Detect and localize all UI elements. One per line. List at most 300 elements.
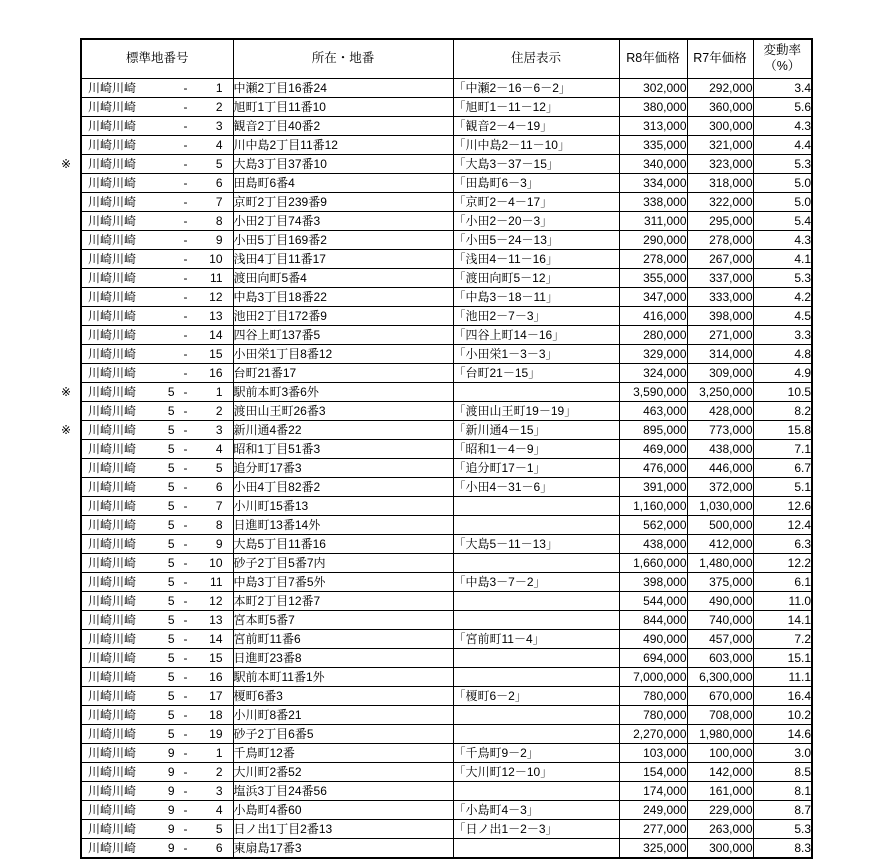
location-lot-cell: 小田2丁目74番3 xyxy=(233,212,453,231)
dash-separator: - xyxy=(183,328,188,342)
residential-address-cell: 「大島3－37－15」 xyxy=(453,155,619,174)
change-rate-cell: 5.6 xyxy=(753,98,812,117)
r7-price-cell: 6,300,000 xyxy=(687,668,753,687)
standard-lot-number-cell xyxy=(81,269,233,288)
sequence-number: 6 xyxy=(215,841,223,855)
sequence-number: 13 xyxy=(209,309,223,323)
r8-price-cell: 562,000 xyxy=(619,516,687,535)
sequence-number: 10 xyxy=(209,252,223,266)
residential-address-cell: 「小田4－31－6」 xyxy=(453,478,619,497)
area-name: 川崎川崎 xyxy=(88,765,137,779)
r8-price-cell: 544,000 xyxy=(619,592,687,611)
sequence-number: 7 xyxy=(215,195,223,209)
r8-price-cell: 290,000 xyxy=(619,231,687,250)
r8-price-cell: 334,000 xyxy=(619,174,687,193)
location-lot-cell: 昭和1丁目51番3 xyxy=(233,440,453,459)
group-number: 5 xyxy=(167,461,175,475)
standard-lot-number-cell xyxy=(81,801,233,820)
sequence-number: 3 xyxy=(215,119,223,133)
r8-price-cell: 3,590,000 xyxy=(619,383,687,402)
location-lot-cell: 砂子2丁目6番5 xyxy=(233,725,453,744)
standard-lot-number-cell xyxy=(81,288,233,307)
area-name: 川崎川崎 xyxy=(88,537,137,551)
standard-lot-number-cell xyxy=(81,782,233,801)
table-row xyxy=(81,478,812,497)
r8-price-cell: 324,000 xyxy=(619,364,687,383)
standard-lot-number-cell xyxy=(81,725,233,744)
residential-address-cell: 「榎町6－2」 xyxy=(453,687,619,706)
r7-price-cell: 360,000 xyxy=(687,98,753,117)
r8-price-cell: 694,000 xyxy=(619,649,687,668)
residential-address-cell: 「小田2－20－3」 xyxy=(453,212,619,231)
remark-asterisk-mark: ※ xyxy=(61,423,72,437)
standard-lot-number-cell xyxy=(81,516,233,535)
sequence-number: 19 xyxy=(209,727,223,741)
change-rate-cell: 4.9 xyxy=(753,364,812,383)
standard-lot-number-cell xyxy=(81,630,233,649)
area-name: 川崎川崎 xyxy=(88,499,137,513)
sequence-number: 16 xyxy=(209,670,223,684)
area-name: 川崎川崎 xyxy=(88,480,137,494)
area-name: 川崎川崎 xyxy=(88,575,137,589)
group-number: 9 xyxy=(167,746,175,760)
standard-lot-number-cell xyxy=(81,744,233,763)
table-row xyxy=(81,136,812,155)
location-lot-cell: 日ノ出1丁目2番13 xyxy=(233,820,453,839)
sequence-number: 1 xyxy=(215,746,223,760)
r8-price-cell: 438,000 xyxy=(619,535,687,554)
table-row xyxy=(81,383,812,402)
group-number: 9 xyxy=(167,803,175,817)
location-lot-cell: 追分町17番3 xyxy=(233,459,453,478)
dash-separator: - xyxy=(183,689,188,703)
location-lot-cell: 小川町15番13 xyxy=(233,497,453,516)
table-row xyxy=(81,193,812,212)
location-lot-cell: 小川町8番21 xyxy=(233,706,453,725)
change-rate-cell: 5.1 xyxy=(753,478,812,497)
location-lot-cell: 大川町2番52 xyxy=(233,763,453,782)
table-row xyxy=(81,98,812,117)
sequence-number: 15 xyxy=(209,347,223,361)
residential-address-cell xyxy=(453,725,619,744)
sequence-number: 8 xyxy=(215,518,223,532)
r8-price-cell: 325,000 xyxy=(619,839,687,859)
r7-price-cell: 309,000 xyxy=(687,364,753,383)
sequence-number: 8 xyxy=(215,214,223,228)
standard-lot-number-cell xyxy=(81,478,233,497)
r8-price-cell: 469,000 xyxy=(619,440,687,459)
standard-lot-number-cell xyxy=(81,98,233,117)
standard-lot-number-cell xyxy=(81,706,233,725)
residential-address-cell: 「小島町4－3」 xyxy=(453,801,619,820)
group-number: 5 xyxy=(167,499,175,513)
area-name: 川崎川崎 xyxy=(88,366,137,380)
col-header-r8-price: R8年価格 xyxy=(619,39,687,79)
table-row xyxy=(81,763,812,782)
dash-separator: - xyxy=(183,100,188,114)
table-row xyxy=(81,497,812,516)
table-row xyxy=(81,668,812,687)
location-lot-cell: 砂子2丁目5番7内 xyxy=(233,554,453,573)
r7-price-cell: 295,000 xyxy=(687,212,753,231)
dash-separator: - xyxy=(183,309,188,323)
sequence-number: 3 xyxy=(215,784,223,798)
standard-lot-number-cell xyxy=(81,212,233,231)
standard-lot-number-cell xyxy=(81,364,233,383)
remark-asterisk-mark: ※ xyxy=(61,385,72,399)
location-lot-cell: 四谷上町137番5 xyxy=(233,326,453,345)
location-lot-cell: 渡田向町5番4 xyxy=(233,269,453,288)
r8-price-cell: 174,000 xyxy=(619,782,687,801)
standard-lot-number-cell xyxy=(81,117,233,136)
dash-separator: - xyxy=(183,803,188,817)
table-row xyxy=(81,839,812,859)
r7-price-cell: 278,000 xyxy=(687,231,753,250)
table-row xyxy=(81,611,812,630)
residential-address-cell: 「追分町17－1」 xyxy=(453,459,619,478)
dash-separator: - xyxy=(183,651,188,665)
r8-price-cell: 347,000 xyxy=(619,288,687,307)
location-lot-cell: 東扇島17番3 xyxy=(233,839,453,859)
location-lot-cell: 京町2丁目239番9 xyxy=(233,193,453,212)
table-row xyxy=(81,725,812,744)
location-lot-cell: 小田栄1丁目8番12 xyxy=(233,345,453,364)
area-name: 川崎川崎 xyxy=(88,518,137,532)
table-row xyxy=(81,820,812,839)
sequence-number: 14 xyxy=(209,632,223,646)
table-row xyxy=(81,573,812,592)
dash-separator: - xyxy=(183,233,188,247)
location-lot-cell: 旭町1丁目11番10 xyxy=(233,98,453,117)
r8-price-cell: 895,000 xyxy=(619,421,687,440)
area-name: 川崎川崎 xyxy=(88,708,137,722)
residential-address-cell xyxy=(453,668,619,687)
change-rate-cell: 8.2 xyxy=(753,402,812,421)
dash-separator: - xyxy=(183,81,188,95)
location-lot-cell: 中島3丁目7番5外 xyxy=(233,573,453,592)
group-number: 5 xyxy=(167,442,175,456)
residential-address-cell: 「旭町1－11－12」 xyxy=(453,98,619,117)
r8-price-cell: 463,000 xyxy=(619,402,687,421)
change-rate-cell: 4.3 xyxy=(753,231,812,250)
r8-price-cell: 490,000 xyxy=(619,630,687,649)
r7-price-cell: 500,000 xyxy=(687,516,753,535)
residential-address-cell xyxy=(453,839,619,859)
dash-separator: - xyxy=(183,765,188,779)
sequence-number: 6 xyxy=(215,480,223,494)
change-rate-cell: 5.4 xyxy=(753,212,812,231)
location-lot-cell: 大島3丁目37番10 xyxy=(233,155,453,174)
dash-separator: - xyxy=(183,499,188,513)
location-lot-cell: 中瀬2丁目16番24 xyxy=(233,79,453,98)
residential-address-cell: 「日ノ出1－2－3」 xyxy=(453,820,619,839)
area-name: 川崎川崎 xyxy=(88,689,137,703)
r7-price-cell: 375,000 xyxy=(687,573,753,592)
table-row xyxy=(81,269,812,288)
change-rate-cell: 5.0 xyxy=(753,174,812,193)
r7-price-cell: 670,000 xyxy=(687,687,753,706)
sequence-number: 1 xyxy=(215,81,223,95)
area-name: 川崎川崎 xyxy=(88,841,137,855)
group-number: 5 xyxy=(167,480,175,494)
dash-separator: - xyxy=(183,385,188,399)
r7-price-cell: 438,000 xyxy=(687,440,753,459)
col-header-location-lot: 所在・地番 xyxy=(233,39,453,79)
sequence-number: 11 xyxy=(210,271,223,285)
location-lot-cell: 浅田4丁目11番17 xyxy=(233,250,453,269)
r7-price-cell: 267,000 xyxy=(687,250,753,269)
group-number: 5 xyxy=(167,727,175,741)
r8-price-cell: 780,000 xyxy=(619,687,687,706)
table-row xyxy=(81,782,812,801)
r8-price-cell: 154,000 xyxy=(619,763,687,782)
r7-price-cell: 292,000 xyxy=(687,79,753,98)
r7-price-cell: 428,000 xyxy=(687,402,753,421)
residential-address-cell: 「台町21－15」 xyxy=(453,364,619,383)
location-lot-cell: 小島町4番60 xyxy=(233,801,453,820)
table-row xyxy=(81,79,812,98)
dash-separator: - xyxy=(183,347,188,361)
area-name: 川崎川崎 xyxy=(88,594,137,608)
dash-separator: - xyxy=(183,822,188,836)
area-name: 川崎川崎 xyxy=(88,442,137,456)
sequence-number: 5 xyxy=(215,157,223,171)
sequence-number: 12 xyxy=(209,290,223,304)
dash-separator: - xyxy=(183,518,188,532)
r8-price-cell: 780,000 xyxy=(619,706,687,725)
r7-price-cell: 603,000 xyxy=(687,649,753,668)
area-name: 川崎川崎 xyxy=(88,214,137,228)
sequence-number: 17 xyxy=(209,689,223,703)
table-row xyxy=(81,155,812,174)
r7-price-cell: 142,000 xyxy=(687,763,753,782)
r7-price-cell: 161,000 xyxy=(687,782,753,801)
r7-price-cell: 318,000 xyxy=(687,174,753,193)
change-rate-cell: 7.1 xyxy=(753,440,812,459)
table-row xyxy=(81,212,812,231)
residential-address-cell xyxy=(453,516,619,535)
change-rate-cell: 4.5 xyxy=(753,307,812,326)
r7-price-cell: 271,000 xyxy=(687,326,753,345)
sequence-number: 4 xyxy=(215,138,223,152)
change-rate-cell: 16.4 xyxy=(753,687,812,706)
standard-lot-number-cell xyxy=(81,535,233,554)
r8-price-cell: 280,000 xyxy=(619,326,687,345)
residential-address-cell: 「四谷上町14－16」 xyxy=(453,326,619,345)
r8-price-cell: 278,000 xyxy=(619,250,687,269)
change-rate-cell: 10.5 xyxy=(753,383,812,402)
group-number: 5 xyxy=(167,651,175,665)
residential-address-cell xyxy=(453,592,619,611)
r8-price-cell: 302,000 xyxy=(619,79,687,98)
residential-address-cell: 「大島5－11－13」 xyxy=(453,535,619,554)
residential-address-cell: 「渡田向町5－12」 xyxy=(453,269,619,288)
table-row xyxy=(81,174,812,193)
r7-price-cell: 322,000 xyxy=(687,193,753,212)
sequence-number: 2 xyxy=(215,100,223,114)
table-row xyxy=(81,706,812,725)
table-row xyxy=(81,516,812,535)
sequence-number: 11 xyxy=(210,575,223,589)
change-rate-cell: 6.7 xyxy=(753,459,812,478)
group-number: 5 xyxy=(167,594,175,608)
r7-price-cell: 314,000 xyxy=(687,345,753,364)
r7-price-cell: 323,000 xyxy=(687,155,753,174)
standard-lot-number-cell xyxy=(81,174,233,193)
r7-price-cell: 398,000 xyxy=(687,307,753,326)
dash-separator: - xyxy=(183,556,188,570)
standard-lot-number-cell xyxy=(81,193,233,212)
location-lot-cell: 本町2丁目12番7 xyxy=(233,592,453,611)
r8-price-cell: 329,000 xyxy=(619,345,687,364)
area-name: 川崎川崎 xyxy=(88,651,137,665)
area-name: 川崎川崎 xyxy=(88,822,137,836)
area-name: 川崎川崎 xyxy=(88,347,137,361)
r8-price-cell: 380,000 xyxy=(619,98,687,117)
table-row xyxy=(81,307,812,326)
table-row xyxy=(81,250,812,269)
location-lot-cell: 新川通4番22 xyxy=(233,421,453,440)
area-name: 川崎川崎 xyxy=(88,670,137,684)
location-lot-cell: 川中島2丁目11番12 xyxy=(233,136,453,155)
table-row xyxy=(81,801,812,820)
r8-price-cell: 355,000 xyxy=(619,269,687,288)
standard-lot-number-cell xyxy=(81,554,233,573)
location-lot-cell: 小田4丁目82番2 xyxy=(233,478,453,497)
location-lot-cell: 塩浜3丁目24番56 xyxy=(233,782,453,801)
change-rate-cell: 4.2 xyxy=(753,288,812,307)
sequence-number: 2 xyxy=(215,404,223,418)
change-rate-cell: 8.3 xyxy=(753,839,812,859)
r8-price-cell: 340,000 xyxy=(619,155,687,174)
sequence-number: 15 xyxy=(209,651,223,665)
area-name: 川崎川崎 xyxy=(88,252,137,266)
dash-separator: - xyxy=(183,119,188,133)
residential-address-cell xyxy=(453,554,619,573)
residential-address-cell xyxy=(453,706,619,725)
r7-price-cell: 321,000 xyxy=(687,136,753,155)
standard-lot-number-cell xyxy=(61,155,233,174)
area-name: 川崎川崎 xyxy=(88,404,137,418)
sequence-number: 7 xyxy=(215,499,223,513)
col-header-change-rate xyxy=(753,39,812,79)
dash-separator: - xyxy=(183,727,188,741)
dash-separator: - xyxy=(183,195,188,209)
land-price-table xyxy=(61,38,813,859)
standard-lot-number-cell xyxy=(81,592,233,611)
change-rate-cell: 3.0 xyxy=(753,744,812,763)
sequence-number: 2 xyxy=(215,765,223,779)
sequence-number: 13 xyxy=(209,613,223,627)
area-name: 川崎川崎 xyxy=(88,727,137,741)
change-rate-cell: 7.2 xyxy=(753,630,812,649)
dash-separator: - xyxy=(183,214,188,228)
r7-price-cell: 3,250,000 xyxy=(687,383,753,402)
dash-separator: - xyxy=(183,594,188,608)
standard-lot-number-cell xyxy=(81,136,233,155)
r8-price-cell: 7,000,000 xyxy=(619,668,687,687)
group-number: 5 xyxy=(167,613,175,627)
change-rate-cell: 12.6 xyxy=(753,497,812,516)
change-rate-cell: 5.3 xyxy=(753,820,812,839)
group-number: 9 xyxy=(167,822,175,836)
sequence-number: 5 xyxy=(215,822,223,836)
r8-price-cell: 1,160,000 xyxy=(619,497,687,516)
sequence-number: 9 xyxy=(215,233,223,247)
r7-price-cell: 337,000 xyxy=(687,269,753,288)
standard-lot-number-cell xyxy=(81,763,233,782)
area-name: 川崎川崎 xyxy=(88,157,137,171)
group-number: 5 xyxy=(167,632,175,646)
sequence-number: 10 xyxy=(209,556,223,570)
sequence-number: 14 xyxy=(209,328,223,342)
area-name: 川崎川崎 xyxy=(88,271,137,285)
location-lot-cell: 榎町6番3 xyxy=(233,687,453,706)
area-name: 川崎川崎 xyxy=(88,119,137,133)
group-number: 5 xyxy=(167,385,175,399)
r7-price-cell: 372,000 xyxy=(687,478,753,497)
location-lot-cell: 宮本町5番7 xyxy=(233,611,453,630)
table-row xyxy=(81,345,812,364)
dash-separator: - xyxy=(183,613,188,627)
change-rate-cell: 11.0 xyxy=(753,592,812,611)
location-lot-cell: 日進町23番8 xyxy=(233,649,453,668)
r7-price-cell: 300,000 xyxy=(687,117,753,136)
location-lot-cell: 渡田山王町26番3 xyxy=(233,402,453,421)
r7-price-cell: 1,980,000 xyxy=(687,725,753,744)
area-name: 川崎川崎 xyxy=(88,632,137,646)
table-row xyxy=(81,630,812,649)
header-row xyxy=(81,39,812,79)
area-name: 川崎川崎 xyxy=(88,195,137,209)
change-rate-cell: 4.4 xyxy=(753,136,812,155)
location-lot-cell: 駅前本町11番1外 xyxy=(233,668,453,687)
change-rate-cell: 15.1 xyxy=(753,649,812,668)
standard-lot-number-cell xyxy=(61,383,233,402)
dash-separator: - xyxy=(183,252,188,266)
sequence-number: 3 xyxy=(215,423,223,437)
residential-address-cell: 「浅田4－11－16」 xyxy=(453,250,619,269)
residential-address-cell: 「新川通4－15」 xyxy=(453,421,619,440)
r8-price-cell: 313,000 xyxy=(619,117,687,136)
r7-price-cell: 229,000 xyxy=(687,801,753,820)
residential-address-cell xyxy=(453,611,619,630)
group-number: 5 xyxy=(167,537,175,551)
location-lot-cell: 田島町6番4 xyxy=(233,174,453,193)
group-number: 5 xyxy=(167,404,175,418)
r7-price-cell: 1,030,000 xyxy=(687,497,753,516)
group-number: 5 xyxy=(167,575,175,589)
location-lot-cell: 日進町13番14外 xyxy=(233,516,453,535)
standard-lot-number-cell xyxy=(81,326,233,345)
group-number: 5 xyxy=(167,670,175,684)
residential-address-cell xyxy=(453,383,619,402)
change-rate-cell: 5.0 xyxy=(753,193,812,212)
r7-price-cell: 333,000 xyxy=(687,288,753,307)
col-header-r7-price: R7年価格 xyxy=(687,39,753,79)
r8-price-cell: 249,000 xyxy=(619,801,687,820)
group-number: 5 xyxy=(167,423,175,437)
area-name: 川崎川崎 xyxy=(88,290,137,304)
standard-lot-number-cell xyxy=(81,79,233,98)
standard-lot-number-cell xyxy=(81,611,233,630)
area-name: 川崎川崎 xyxy=(88,176,137,190)
standard-lot-number-cell xyxy=(81,573,233,592)
table-row xyxy=(81,592,812,611)
residential-address-cell: 「京町2－4－17」 xyxy=(453,193,619,212)
change-rate-cell: 3.4 xyxy=(753,79,812,98)
residential-address-cell: 「小田5－24－13」 xyxy=(453,231,619,250)
